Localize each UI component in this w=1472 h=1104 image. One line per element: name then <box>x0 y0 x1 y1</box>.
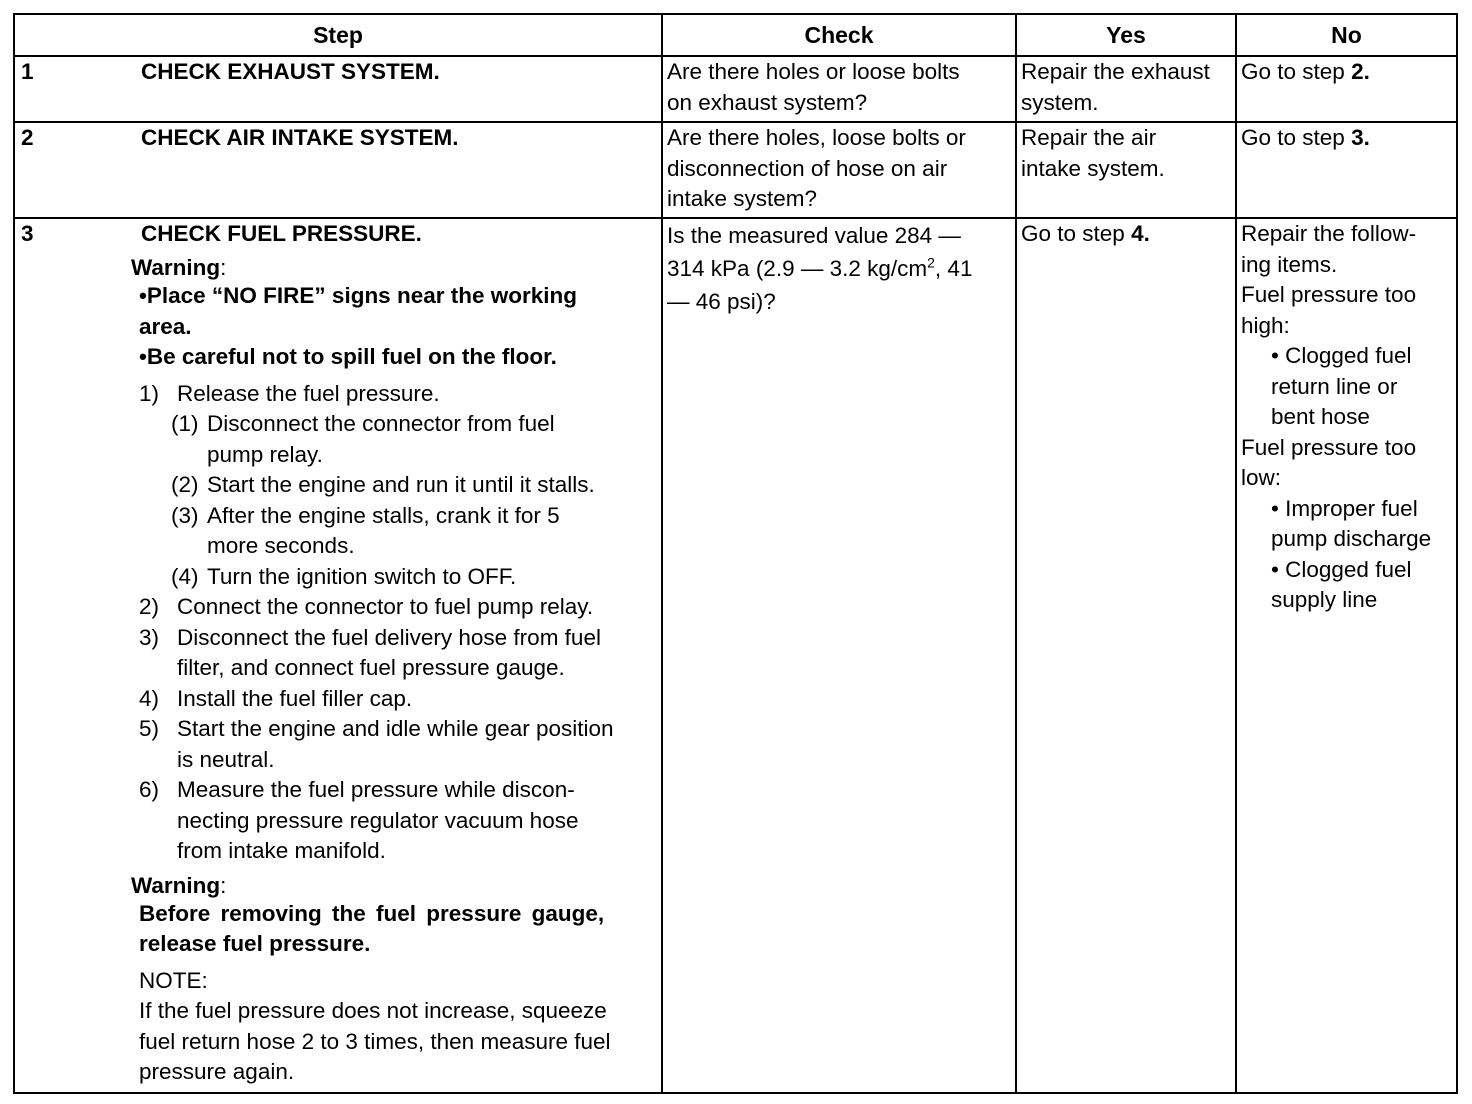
header-check: Check <box>662 14 1016 56</box>
procedure-item: 2) Connect the connector to fuel pump relay. <box>139 594 594 619</box>
procedure-list <box>139 379 657 867</box>
header-yes: Yes <box>1016 14 1236 56</box>
check-text: Are there holes, loose bolts or <box>667 125 966 150</box>
check-cell <box>662 56 1016 122</box>
no-cell <box>1236 218 1457 1093</box>
table-row <box>14 122 1457 218</box>
step-cell <box>14 122 662 218</box>
step-title: CHECK FUEL PRESSURE. <box>141 221 422 246</box>
step-title: CHECK EXHAUST SYSTEM. <box>141 59 440 84</box>
yes-text: intake system. <box>1021 155 1165 181</box>
procedure-item: 1) Release the fuel pressure. <box>139 380 440 406</box>
procedure-item: 4) Install the fuel filler cap. <box>139 685 413 711</box>
note-text: pressure again. <box>139 1059 295 1084</box>
header-no: No <box>1236 14 1457 56</box>
procedure-subitem: (1) Disconnect the connector from fuel pump relay. <box>171 411 555 467</box>
procedure-subitem: (4) Turn the ignition switch to OFF. <box>171 563 517 589</box>
check-text: on exhaust system? <box>667 89 868 115</box>
warning-item: area. <box>139 313 192 339</box>
procedure-item: 3) Disconnect the fuel delivery hose from fuel filter, and connect fuel pressure gauge. <box>139 624 601 680</box>
check-text: disconnection of hose on air <box>667 155 948 181</box>
note-block <box>139 966 657 1088</box>
warning-item: •Place “NO FIRE” signs near the working <box>139 283 577 308</box>
no-text: Fuel pressure too <box>1241 434 1417 460</box>
warning-text: Before removing the fuel pressure gauge, <box>139 900 605 926</box>
yes-cell <box>1016 56 1236 122</box>
yes-cell <box>1016 122 1236 218</box>
no-text: Repair the follow- <box>1241 221 1417 246</box>
check-text: — 46 psi)? <box>667 289 776 314</box>
no-bullet: • Clogged fuel supply line <box>1271 556 1412 612</box>
no-cell <box>1236 122 1457 218</box>
check-text: 314 kPa (2.9 — 3.2 $kg/cm^2$, 41 <box>667 254 973 281</box>
no-step-ref: 3. <box>1351 125 1370 150</box>
procedure-subitem: (2) Start the engine and run it until it stalls. <box>171 472 595 497</box>
note-label: NOTE: <box>139 967 208 993</box>
warning-text: release fuel pressure. <box>139 931 371 956</box>
step-number: 3 <box>21 221 34 246</box>
no-text: ing items. <box>1241 251 1338 277</box>
warning-label: Warning: <box>131 255 227 280</box>
no-step-ref: 2. <box>1351 59 1370 84</box>
check-text: Are there holes or loose bolts <box>667 59 960 84</box>
procedure-subitem: (3) After the engine stalls, crank it for 5 more seconds. <box>171 502 560 558</box>
check-cell <box>662 218 1016 1093</box>
check-text: Is the measured value 284 — <box>667 223 961 248</box>
no-bullet: • Clogged fuel return line or bent hose <box>1271 343 1412 429</box>
yes-text: Repair the air <box>1021 125 1157 150</box>
no-text: Go to step <box>1241 59 1352 84</box>
step-number: 1 <box>21 59 34 84</box>
table-row <box>14 218 1457 1093</box>
step-number: 2 <box>21 125 34 150</box>
warning-item: •Be careful not to spill fuel on the floor. <box>139 344 557 369</box>
yes-text: Go to step <box>1021 221 1132 246</box>
diagnostic-table <box>13 13 1458 1094</box>
note-text: fuel return hose 2 to 3 times, then measure fuel <box>139 1028 611 1054</box>
yes-text: system. <box>1021 89 1099 115</box>
no-text: Fuel pressure too <box>1241 282 1417 307</box>
yes-cell <box>1016 218 1236 1093</box>
yes-step-ref: 4. <box>1131 221 1150 246</box>
table-row <box>14 56 1457 122</box>
check-cell <box>662 122 1016 218</box>
header-row <box>14 14 1457 56</box>
header-step: Step <box>14 14 662 56</box>
procedure-item: 6) Measure the fuel pressure while discon- necting pressure regulator vacuum hose from intake manifold. <box>139 777 579 863</box>
yes-text: Repair the exhaust <box>1021 59 1210 84</box>
note-text: If the fuel pressure does not increase, squeeze <box>139 998 607 1023</box>
no-text: high: <box>1241 312 1290 338</box>
step-cell <box>14 218 662 1093</box>
check-text: intake system? <box>667 186 818 211</box>
no-bullet: • Improper fuel pump discharge <box>1271 495 1432 551</box>
step-title: CHECK AIR INTAKE SYSTEM. <box>141 125 459 150</box>
step-cell <box>14 56 662 122</box>
warning-label: Warning: <box>131 872 227 898</box>
no-text: Go to step <box>1241 125 1352 150</box>
procedure-item: 5) Start the engine and idle while gear position is neutral. <box>139 716 614 772</box>
no-cell <box>1236 56 1457 122</box>
no-text: low: <box>1241 465 1282 490</box>
